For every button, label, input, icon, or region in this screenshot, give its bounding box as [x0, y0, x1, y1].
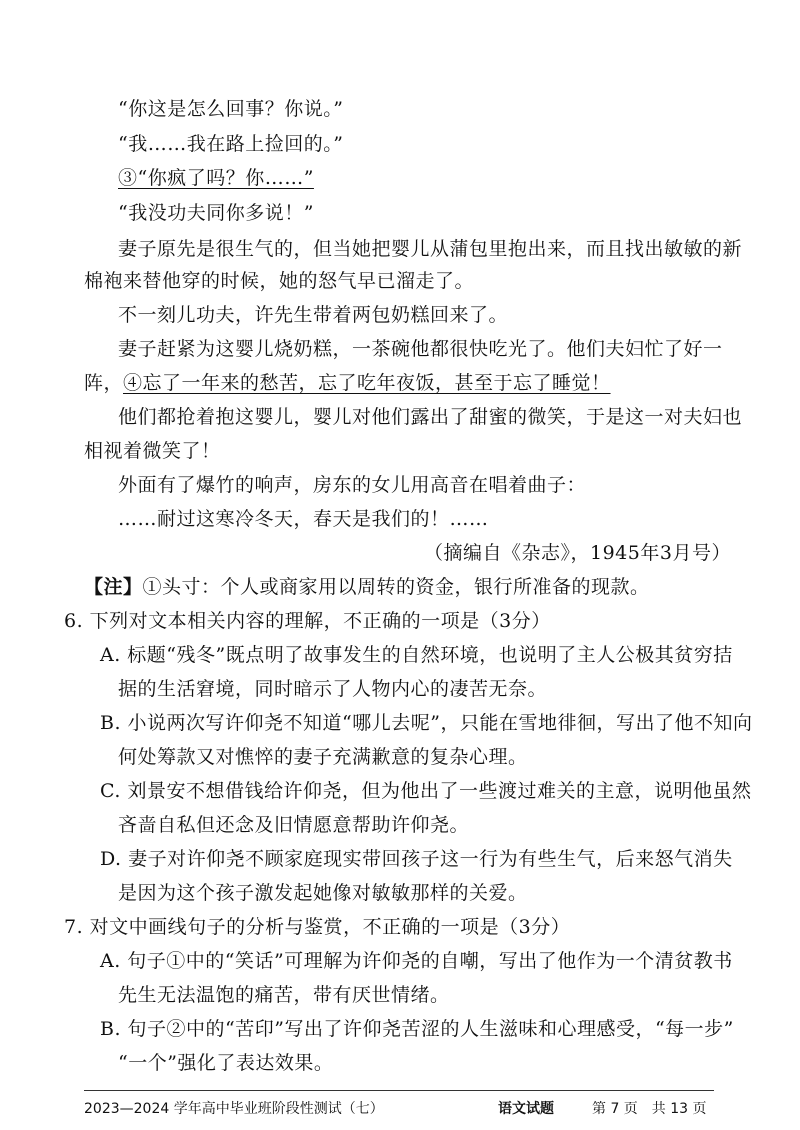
q7-option-a-line-1: A. 句子①中的“笑话”可理解为许仰尧的自嘲，写出了他作为一个清贫教书 [100, 950, 733, 972]
footer-divider [84, 1090, 714, 1091]
q7-option-b-line-1: B. 句子②中的“苦印”写出了许仰尧苦涩的人生滋味和心理感受，“每一步” [100, 1018, 734, 1040]
footnote [84, 574, 650, 600]
q6-option-b-line-2: 何处筹款又对憔悴的妻子充满歉意的复杂心理。 [118, 746, 528, 768]
footer-exam-title: 2023—2024 学年高中毕业班阶段性测试（七） [84, 1101, 384, 1117]
passage-line-6: 棉袍来替他穿的时候，她的怒气早已溜走了。 [84, 270, 475, 292]
passage-line-13: ……耐过这寒冷冬天，春天是我们的！…… [118, 508, 489, 530]
question-7-stem: 7. 对文中画线句子的分析与鉴赏，不正确的一项是（3分） [64, 916, 571, 938]
passage-line-8: 妻子赶紧为这婴儿烧奶糕，一茶碗他都很快吃光了。他们夫妇忙了好一 [118, 338, 723, 360]
passage-line-9 [84, 370, 611, 396]
passage-line-12: 外面有了爆竹的响声，房东的女儿用高音在唱着曲子： [118, 474, 587, 496]
q7-option-a-line-2: 先生无法温饱的痛苦，带有厌世情绪。 [118, 984, 450, 1006]
note-label: 【注】 [84, 576, 143, 598]
q6-option-a-line-2: 据的生活窘境，同时暗示了人物内心的凄苦无奈。 [118, 678, 548, 700]
passage-line-7: 不一刻儿功夫，许先生带着两包奶糕回来了。 [118, 304, 509, 326]
q6-option-c-line-2: 吝啬自私但还念及旧情愿意帮助许仰尧。 [118, 814, 470, 836]
footer-subject: 语文试题 [498, 1101, 554, 1117]
passage-line-2: “我……我在路上捡回的。” [118, 133, 344, 155]
q6-option-c-line-1: C. 刘景安不想借钱给许仰尧，但为他出了一些渡过难关的主意，说明他虽然 [100, 780, 752, 802]
q6-option-d-line-2: 是因为这个孩子激发起她像对敏敏那样的关爱。 [118, 882, 528, 904]
passage-line-9-start: 阵， [84, 372, 124, 394]
footer-page-number: 第 7 页 共 13 页 [592, 1101, 707, 1117]
q6-option-a-line-1: A. 标题“残冬”既点明了故事发生的自然环境，也说明了主人公极其贫穷拮 [100, 644, 733, 666]
passage-line-10: 他们都抢着抱这婴儿，婴儿对他们露出了甜蜜的微笑，于是这一对夫妇也 [118, 406, 743, 428]
note-text: ①头寸：个人或商家用以周转的资金，银行所准备的现款。 [142, 576, 650, 598]
q6-option-b-line-1: B. 小说两次写许仰尧不知道“哪儿去呢”，只能在雪地徘徊，写出了他不知向 [100, 712, 753, 734]
question-6-stem: 6. 下列对文本相关内容的理解，不正确的一项是（3分） [64, 610, 551, 632]
passage-line-1: “你这是怎么回事？你说。” [118, 98, 344, 120]
source-citation: （摘编自《杂志》，1945年3月号） [424, 542, 731, 564]
passage-line-5: 妻子原先是很生气的，但当她把婴儿从蒲包里抱出来，而且找出敏敏的新 [118, 238, 743, 260]
q7-option-b-line-2: “一个”强化了表达效果。 [118, 1052, 334, 1074]
underlined-sentence-4: ④忘了一年来的愁苦，忘了吃年夜饭，甚至于忘了睡觉！ [123, 372, 611, 394]
q6-option-d-line-1: D. 妻子对许仰尧不顾家庭现实带回孩子这一行为有些生气，后来怒气消失 [100, 848, 733, 870]
underlined-sentence-3: ③“你疯了吗？你……” [118, 167, 314, 189]
passage-line-11: 相视着微笑了！ [84, 440, 221, 462]
passage-line-4: “我没功夫同你多说！” [118, 202, 314, 224]
